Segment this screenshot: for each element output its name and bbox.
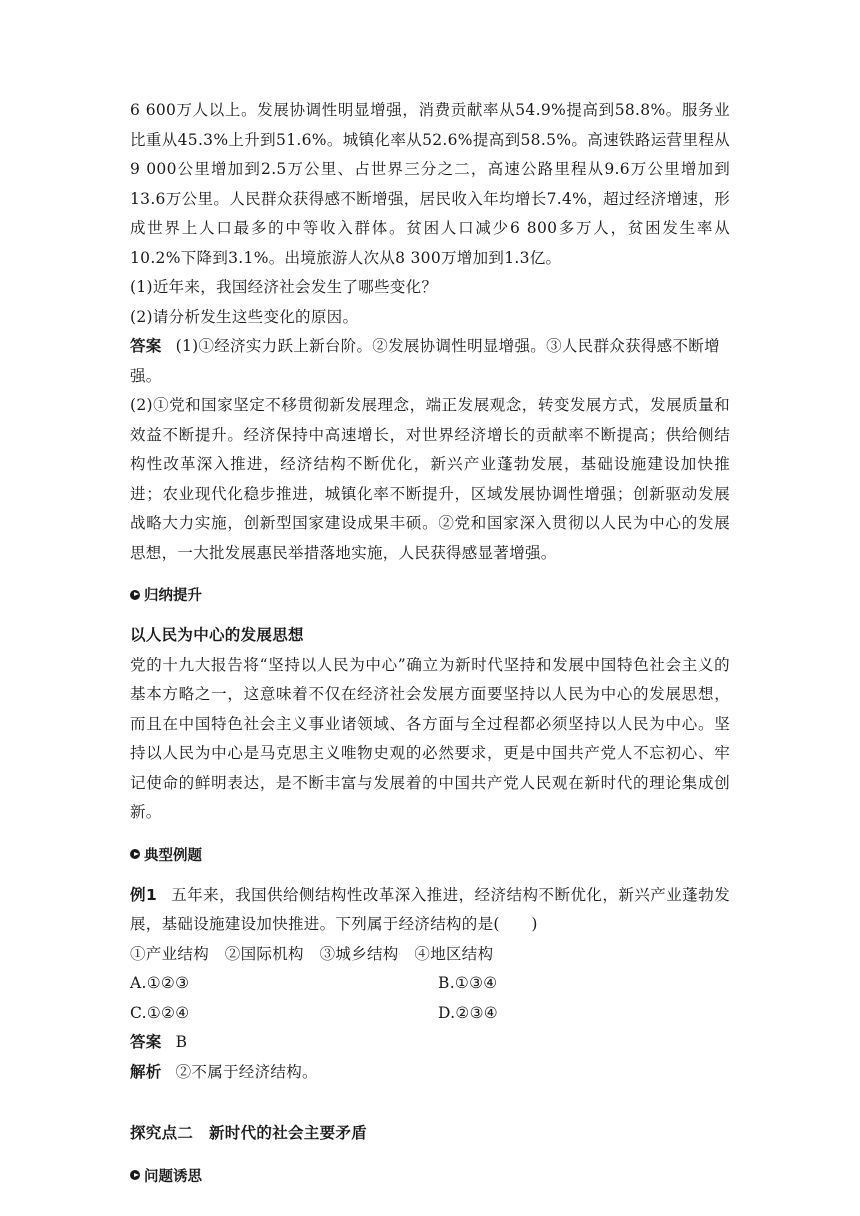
example-items: ①产业结构 ②国际机构 ③城乡结构 ④地区结构 <box>130 944 494 963</box>
options-row-2 <box>130 999 730 1029</box>
play-icon <box>130 849 140 859</box>
summary-heading: 归纳提升 <box>130 584 730 605</box>
example-analysis: 解析 ②不属于经济结构。 <box>130 1062 318 1081</box>
question-2: (2)请分析发生这些变化的原因。 <box>130 307 359 326</box>
problem-heading: 问题诱思 <box>130 1165 730 1186</box>
option-d: D.②③④ <box>438 1003 498 1022</box>
answer-label: 答案 <box>130 337 162 355</box>
options-row-1 <box>130 969 730 999</box>
answer-part-2: (2)①党和国家坚定不移贯彻新发展理念，端正发展观念，转变发展方式，发展质量和效益不断提升。经济保持中高速增长，对世界经济增长的贡献率不断提高；供给侧结构性改革深入推进，经济结构不断优化，新兴产业蓬勃发展，基础设施建设加快推进；农业现代化稳步推进，城镇化率不断提升，区域发展协调性增强；创新驱动发展战略大力实施，创新型国家建设成果丰硕。②党和国家深入贯彻以人民为中心的发展思想，一大批发展惠民举措落地实施，人民获得感显著增强。 <box>130 396 730 562</box>
question-1: (1)近年来，我国经济社会发生了哪些变化？ <box>130 278 438 296</box>
summary-title: 以人民为中心的发展思想 <box>130 626 304 644</box>
option-b: B.①③④ <box>438 974 498 992</box>
intro-paragraph: 6 600万人以上。发展协调性明显增强，消费贡献率从54.9%提高到58.8%。服务业比重从45.3%上升到51.6%。城镇化率从52.6%提高到58.5%。高速铁路运营里程从9 000公里增加到2.5万公里、占世界三分之二，高速公路里程从9.6万公里增加到13.6万公里。人民群众获得感不断增强，居民收入年均增长7.4%，超过经济增速，形成世界上人口最多的中等收入群体。贫困人口减少6 800多万人，贫困发生率从10.2%下降到3.1%。出境旅游人次从8 300万增加到1.3亿。 <box>130 101 730 267</box>
summary-text: 党的十九大报告将“坚持以人民为中心”确立为新时代坚持和发展中国特色社会主义的基本方略之一，这意味着不仅在经济社会发展方面要坚持以人民为中心的发展思想，而且在中国特色社会主义事业诸领域、各方面与全过程都必须坚持以人民为中心。坚持以人民为中心是马克思主义唯物史观的必然要求，更是中国共产党人不忘初心、牢记使命的鲜明表达，是不断丰富与发展着的中国共产党人民观在新时代的理论集成创新。 <box>130 655 730 821</box>
section-title: 探究点二 新时代的社会主要矛盾 <box>130 1124 368 1142</box>
option-a: A.①②③ <box>130 974 190 992</box>
play-icon <box>130 590 140 600</box>
document-page <box>130 96 730 1186</box>
example-answer: 答案 B <box>130 1033 188 1051</box>
example-heading: 典型例题 <box>130 844 730 865</box>
answer-part-1: 答案 (1)①经济实力跃上新台阶。②发展协调性明显增强。③人民群众获得感不断增强。 <box>130 337 720 385</box>
example-stem: 例1 五年来，我国供给侧结构性改革深入推进，经济结构不断优化，新兴产业蓬勃发展，基础设施建设加快推进。下列属于经济结构的是( ) <box>130 885 730 933</box>
example-label: 例1 <box>130 885 158 904</box>
option-c: C.①②④ <box>130 1003 190 1022</box>
play-icon <box>130 1170 140 1180</box>
